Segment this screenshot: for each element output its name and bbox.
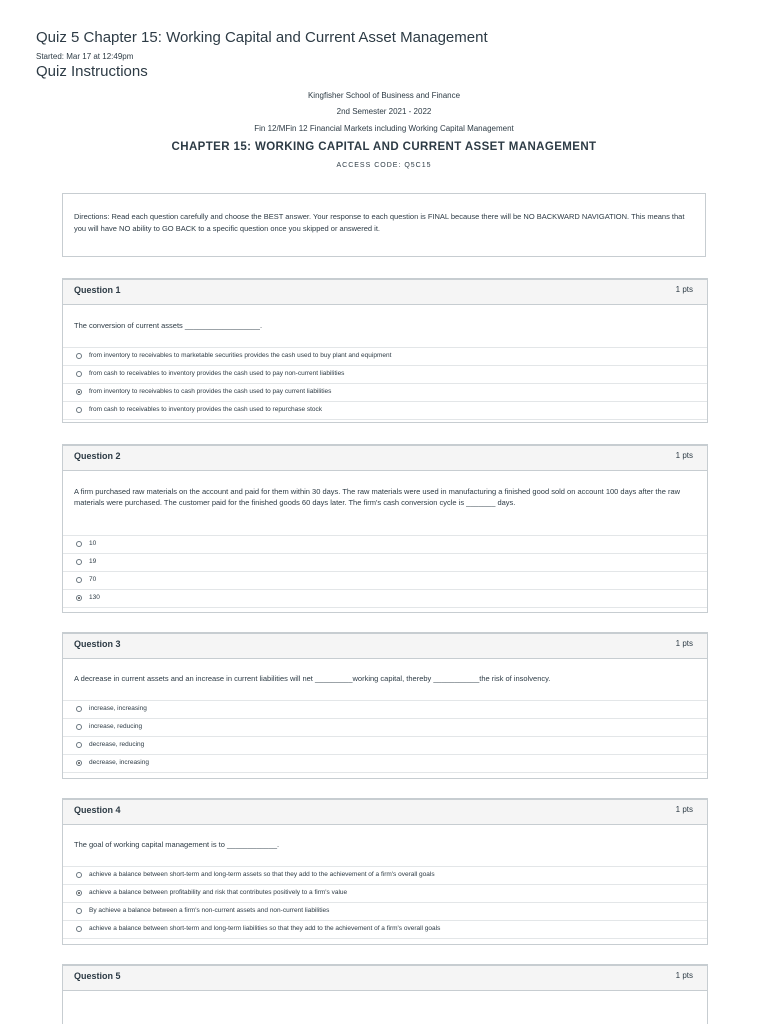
course-name: Fin 12/MFin 12 Financial Markets including Working Capital Management <box>254 124 514 133</box>
answer-label: from cash to receivables to inventory provides the cash used to pay non-current liabilities <box>89 370 345 377</box>
answer-label: increase, increasing <box>89 705 147 712</box>
question-header <box>63 966 707 991</box>
answer-option[interactable] <box>63 920 707 939</box>
radio-button-checked[interactable] <box>76 595 82 601</box>
radio-button[interactable] <box>76 371 82 377</box>
radio-button[interactable] <box>76 926 82 932</box>
answer-option[interactable] <box>63 535 707 553</box>
school-name: Kingfisher School of Business and Finance <box>307 91 461 100</box>
question-header <box>63 800 707 825</box>
answer-label: 19 <box>89 558 97 565</box>
question-name: Question 1 <box>74 285 121 295</box>
answer-option-selected[interactable] <box>63 884 707 902</box>
question-points: 1 pts <box>675 451 693 460</box>
quiz-instructions-heading: Quiz Instructions <box>36 63 148 80</box>
radio-button[interactable] <box>76 872 82 878</box>
radio-button[interactable] <box>76 908 82 914</box>
answer-label: decrease, reducing <box>89 741 145 748</box>
question-text: The goal of working capital management is to ____________. <box>74 840 280 849</box>
radio-button[interactable] <box>76 353 82 359</box>
answer-label: increase, reducing <box>89 723 143 730</box>
answer-option[interactable] <box>63 736 707 754</box>
answer-list <box>63 347 707 420</box>
answer-option[interactable] <box>63 700 707 718</box>
question-4 <box>62 798 708 945</box>
answer-label: By achieve a balance between a firm's non-current assets and non-current liabilities <box>89 907 330 914</box>
radio-button-checked[interactable] <box>76 760 82 766</box>
quiz-started-time: Started: Mar 17 at 12:49pm <box>36 52 134 61</box>
answer-option-selected[interactable] <box>63 589 707 608</box>
question-points: 1 pts <box>675 805 693 814</box>
question-5 <box>62 964 708 1024</box>
answer-list <box>63 535 707 608</box>
answer-label: decrease, increasing <box>89 759 149 766</box>
answer-label: achieve a balance between profitability and risk that contributes positively to a firm's value <box>89 889 348 896</box>
answer-option[interactable] <box>63 718 707 736</box>
answer-list <box>63 700 707 773</box>
quiz-title: Quiz 5 Chapter 15: Working Capital and Current Asset Management <box>36 29 488 46</box>
answer-label: 10 <box>89 540 97 547</box>
radio-button[interactable] <box>76 742 82 748</box>
answer-label: 130 <box>89 594 100 601</box>
answer-list <box>63 866 707 939</box>
radio-button[interactable] <box>76 559 82 565</box>
directions-text: Directions: Read each question carefully and choose the BEST answer. Your response to each question is FINAL because there will be NO BACKWARD NAVIGATION. This means that you will have NO ability to GO BACK to a specific question once you skipped or answered it. <box>74 212 685 233</box>
answer-label: 70 <box>89 576 97 583</box>
answer-option[interactable] <box>63 902 707 920</box>
question-points: 1 pts <box>675 285 693 294</box>
question-name: Question 5 <box>74 971 121 981</box>
radio-button[interactable] <box>76 577 82 583</box>
question-header <box>63 280 707 305</box>
question-1 <box>62 278 708 423</box>
question-points: 1 pts <box>675 639 693 648</box>
radio-button-checked[interactable] <box>76 389 82 395</box>
semester: 2nd Semester 2021 - 2022 <box>336 107 432 116</box>
answer-label: achieve a balance between short-term and long-term assets so that they add to the achievement of a firm's overall goals <box>89 871 435 878</box>
answer-label: achieve a balance between short-term and long-term liabilities so that they add to the achievement of a firm's overall goals <box>89 925 441 932</box>
question-name: Question 3 <box>74 639 121 649</box>
question-name: Question 2 <box>74 451 121 461</box>
question-name: Question 4 <box>74 805 121 815</box>
question-2 <box>62 444 708 613</box>
radio-button-checked[interactable] <box>76 890 82 896</box>
access-code: ACCESS CODE: Q5C15 <box>336 162 432 169</box>
directions-box <box>62 193 706 257</box>
question-text: A decrease in current assets and an increase in current liabilities will net _________working capital, thereby ___________the risk of insolvency. <box>74 674 551 683</box>
answer-option[interactable] <box>63 571 707 589</box>
answer-option-selected[interactable] <box>63 383 707 401</box>
question-points: 1 pts <box>675 971 693 980</box>
question-3 <box>62 632 708 779</box>
radio-button[interactable] <box>76 706 82 712</box>
answer-option[interactable] <box>63 866 707 884</box>
answer-label: from cash to receivables to inventory provides the cash used to repurchase stock <box>89 406 323 413</box>
answer-option[interactable] <box>63 365 707 383</box>
answer-option[interactable] <box>63 401 707 420</box>
chapter-heading: CHAPTER 15: WORKING CAPITAL AND CURRENT ASSET MANAGEMENT <box>171 141 597 153</box>
radio-button[interactable] <box>76 724 82 730</box>
question-text: A firm purchased raw materials on the account and paid for them within 30 days. The raw materials were used in manufacturing a finished good sold on account 100 days after the raw materials were purchased. The customer paid for the finished goods 60 days later. The firm's cash conversion cycle is _______ days. <box>74 487 681 507</box>
radio-button[interactable] <box>76 541 82 547</box>
question-header <box>63 446 707 471</box>
radio-button[interactable] <box>76 407 82 413</box>
question-header <box>63 634 707 659</box>
answer-option-selected[interactable] <box>63 754 707 773</box>
answer-option[interactable] <box>63 347 707 365</box>
answer-label: from inventory to receivables to marketable securities provides the cash used to buy plant and equipment <box>89 352 392 359</box>
answer-option[interactable] <box>63 553 707 571</box>
answer-label: from inventory to receivables to cash provides the cash used to pay current liabilities <box>89 388 332 395</box>
question-text: The conversion of current assets __________________. <box>74 321 263 330</box>
